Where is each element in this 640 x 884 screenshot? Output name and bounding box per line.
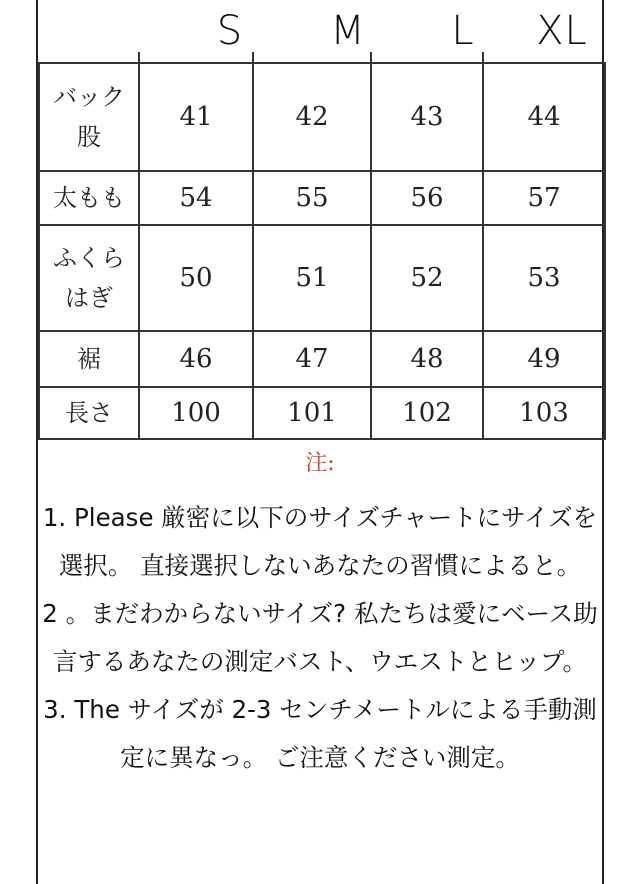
notes-section xyxy=(38,434,602,782)
table-cell: 52 xyxy=(371,225,483,331)
row-label-calf xyxy=(39,225,139,331)
table-cell: 101 xyxy=(253,387,371,439)
table-cell: 53 xyxy=(483,225,605,331)
row-label-length xyxy=(39,387,139,439)
header-tick xyxy=(482,52,484,62)
table-cell: 54 xyxy=(139,171,253,225)
table-cell: 48 xyxy=(371,331,483,387)
row-label-line: 長さ xyxy=(65,399,113,427)
table-cell: 100 xyxy=(139,387,253,439)
row-label-line: はぎ xyxy=(65,284,113,312)
table-cell: 43 xyxy=(371,63,483,171)
table-cell: 49 xyxy=(483,331,605,387)
table-cell: 50 xyxy=(139,225,253,331)
header-tick xyxy=(252,52,254,62)
size-label-m: M xyxy=(330,8,366,54)
table-cell: 57 xyxy=(483,171,605,225)
size-label-xl: XL xyxy=(536,8,588,54)
table-cell: 41 xyxy=(139,63,253,171)
header-tick xyxy=(138,52,140,62)
row-label-line: 股 xyxy=(77,123,101,151)
table-row xyxy=(39,63,605,171)
table-cell: 55 xyxy=(253,171,371,225)
size-table xyxy=(38,62,606,440)
row-label-thigh xyxy=(39,171,139,225)
table-cell: 103 xyxy=(483,387,605,439)
row-label-line: 太もも xyxy=(53,184,125,212)
header-tick xyxy=(370,52,372,62)
table-cell: 46 xyxy=(139,331,253,387)
table-cell: 47 xyxy=(253,331,371,387)
table-cell: 42 xyxy=(253,63,371,171)
size-header-row xyxy=(38,0,602,64)
table-cell: 51 xyxy=(253,225,371,331)
size-label-s: S xyxy=(216,8,244,54)
row-label-line: バック xyxy=(53,83,125,111)
note-item-1: 1. Please 厳密に以下のサイズチャートにサイズを選択。 直接選択しないあなたの習慣によると。 xyxy=(42,503,598,580)
table-cell: 44 xyxy=(483,63,605,171)
row-label-back-rise xyxy=(39,63,139,171)
table-row xyxy=(39,331,605,387)
row-label-line: 裾 xyxy=(77,345,101,373)
size-chart-sheet xyxy=(36,0,604,884)
table-row xyxy=(39,387,605,439)
notes-title: 注: xyxy=(305,451,335,476)
table-cell: 102 xyxy=(371,387,483,439)
row-label-line: ふくら xyxy=(53,244,125,272)
table-row xyxy=(39,225,605,331)
note-item-3: 3. The サイズが 2-3 センチメートルによる手動測定に異なっ。 ご注意ください測定。 xyxy=(43,695,597,772)
size-label-l: L xyxy=(451,8,475,54)
note-item-2: 2 。まだわからないサイズ? 私たちは愛にベース助言するあなたの測定バスト、ウエストとヒップ。 xyxy=(42,599,598,676)
table-cell: 56 xyxy=(371,171,483,225)
table-row xyxy=(39,171,605,225)
row-label-hem xyxy=(39,331,139,387)
